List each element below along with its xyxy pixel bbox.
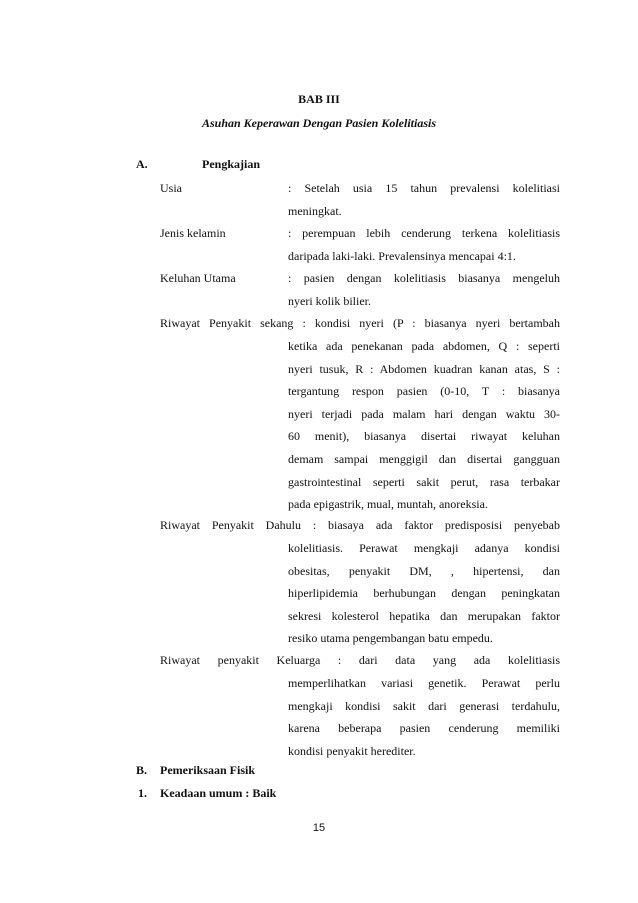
chapter-heading: BAB III — [298, 92, 340, 106]
field-riwayat-penyakit-keluarga: Riwayat penyakit Keluarga : dari data yang ada kolelitiasis — [160, 653, 560, 667]
text-line: nyeri tusuk, R : Abdomen kuadran kanan atas, S : — [288, 361, 560, 376]
field-value-usia — [288, 177, 560, 222]
field-label-jenis-kelamin: Jenis kelamin — [160, 226, 226, 240]
text-line: tergantung respon pasien (0-10, T : biasanya — [288, 384, 560, 399]
text-line: resiko utama pengembangan batu empedu. — [288, 631, 493, 646]
text-line: ketika ada penekanan pada abdomen, Q : seperti — [288, 339, 560, 353]
text-line: : pasien dengan kolelitiasis biasanya mengeluh — [288, 271, 560, 285]
section-a-letter: A. — [136, 157, 148, 171]
section-a-title: Pengkajian — [202, 157, 261, 171]
field-value-riwayat-penyakit-dahulu — [288, 537, 560, 650]
text-line: mengkaji kondisi sakit dari generasi terdahulu, — [288, 698, 560, 713]
field-label-usia: Usia — [160, 181, 182, 195]
page-number: 15 — [312, 822, 326, 834]
text-line: : Setelah usia 15 tahun prevalensi kolelitiasi — [288, 181, 560, 195]
text-line: demam sampai menggigil dan disertai gangguan — [288, 451, 560, 466]
text-line: nyeri kolik bilier. — [288, 293, 371, 308]
field-value-riwayat-penyakit-sekarang — [288, 335, 560, 516]
text-line: : perempuan lebih cenderung terkena kolelitiasis — [288, 226, 560, 240]
text-line: hiperlipidemia berhubungan dengan peningkatan — [288, 586, 560, 601]
chapter-subtitle: Asuhan Keperawan Dengan Pasien Kolelitiasis — [201, 116, 437, 130]
text-line: pada epigastrik, mual, muntah, anoreksia. — [288, 497, 488, 512]
field-riwayat-penyakit-dahulu: Riwayat Penyakit Dahulu : biasaya ada faktor predisposisi penyebab — [160, 518, 560, 532]
text-line: sekresi kolesterol hepatika dan merupakan faktor — [288, 608, 560, 623]
text-line: obesitas, penyakit DM, , hipertensi, dan — [288, 563, 560, 578]
text-line: nyeri terjadi pada malam hari dengan waktu 30- — [288, 406, 560, 421]
field-riwayat-penyakit-sekarang: Riwayat Penyakit sekang : kondisi nyeri (P : biasanya nyeri bertambah — [160, 316, 560, 330]
section-b-letter: B. — [136, 763, 148, 777]
text-line: kolelitiasis. Perawat mengkaji adanya kondisi — [288, 541, 560, 555]
field-value-riwayat-penyakit-keluarga — [288, 672, 560, 762]
section-b-title: Pemeriksaan Fisik — [160, 763, 255, 777]
item-1-title: Keadaan umum : Baik — [160, 786, 277, 800]
field-value-keluhan-utama — [288, 267, 560, 312]
text-line: kondisi penyakit herediter. — [288, 743, 416, 758]
field-value-jenis-kelamin — [288, 222, 560, 267]
item-1-number: 1. — [138, 786, 147, 800]
text-line: 60 menit), biasanya disertai riwayat keluhan — [288, 429, 560, 444]
text-line: memperlihatkan variasi genetik. Perawat perlu — [288, 676, 560, 690]
text-line: karena beberapa pasien cenderung memiliki — [288, 721, 560, 736]
text-line: gastrointestinal seperti sakit perut, rasa terbakar — [288, 474, 560, 489]
text-line: daripada laki-laki. Prevalensinya mencapai 4:1. — [288, 248, 516, 263]
text-line: meningkat. — [288, 203, 342, 218]
field-label-keluhan-utama: Keluhan Utama — [160, 271, 236, 285]
